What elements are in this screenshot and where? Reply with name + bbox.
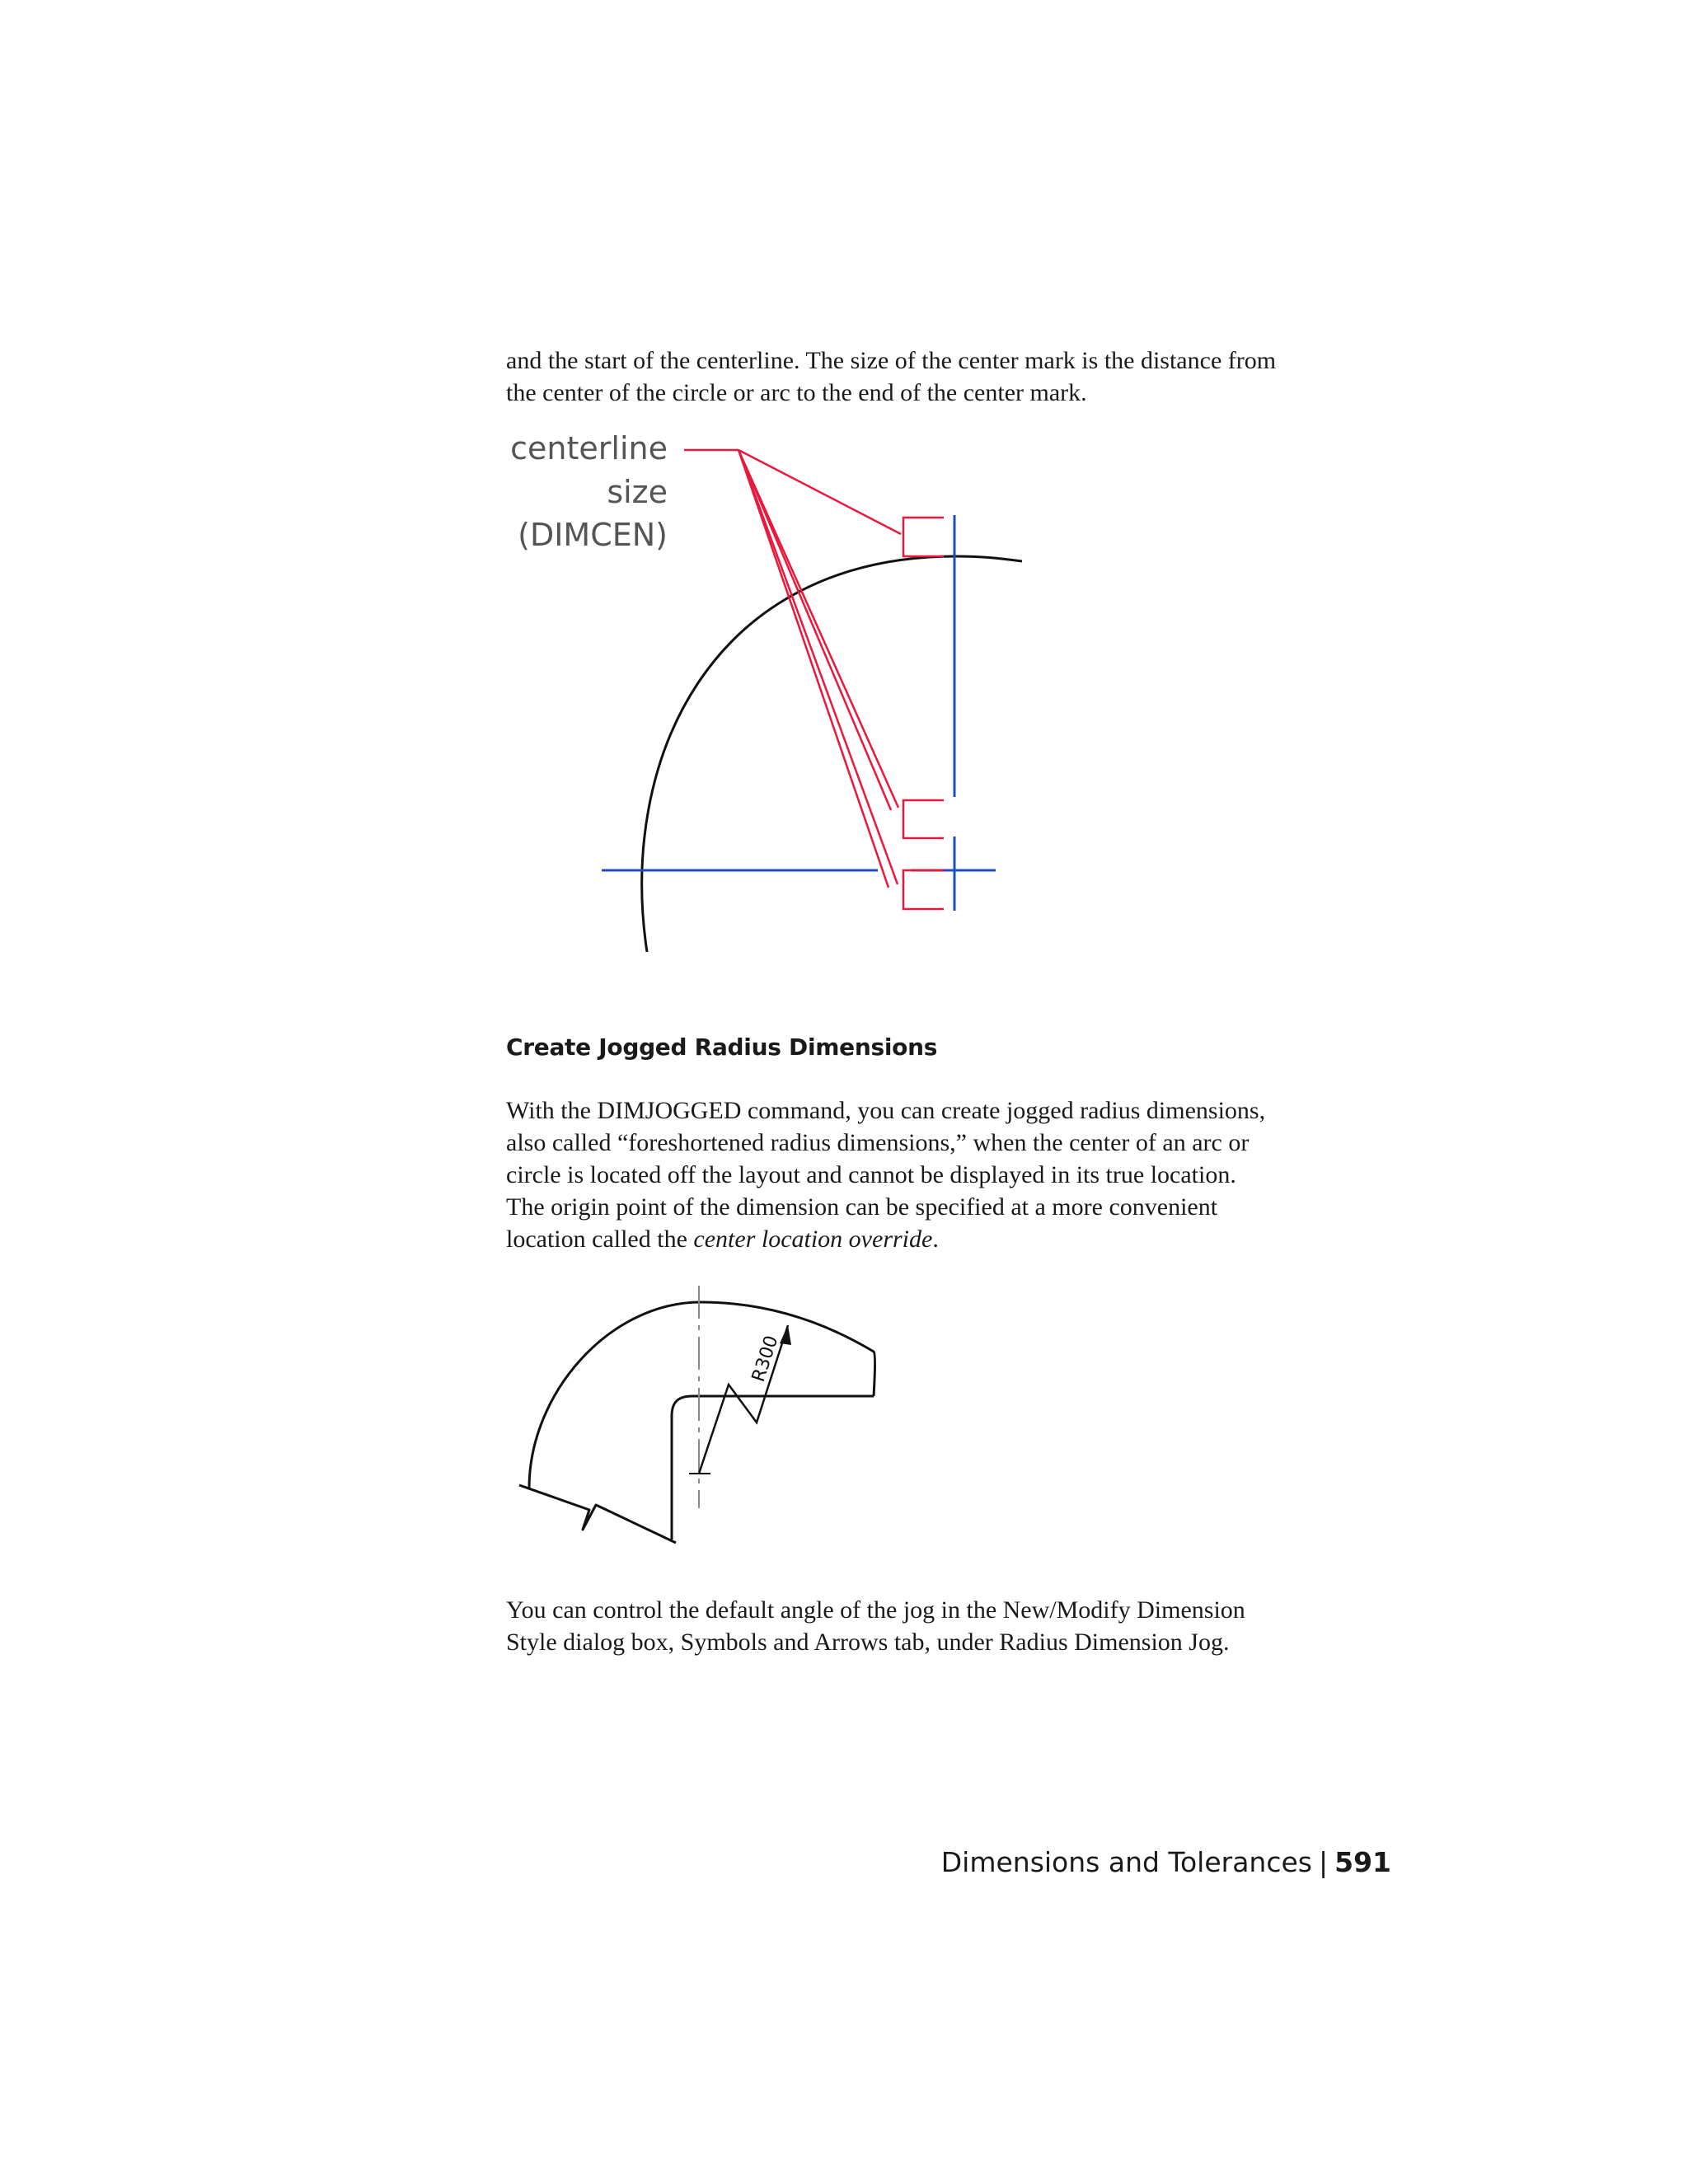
body-line-5-prefix: location called the: [506, 1226, 694, 1253]
break-line: [519, 1485, 676, 1543]
body-line-5-suffix: .: [932, 1226, 939, 1253]
figure-label-dimcen: (DIMCEN): [518, 517, 668, 553]
closing-line-1: You can control the default angle of the jog in the New/Modify Dimension: [506, 1596, 1245, 1624]
figure-label-centerline: centerline: [510, 430, 668, 466]
body-line-5: [506, 1223, 1404, 1255]
intro-line-1: and the start of the centerline. The size of the center mark is the distance from: [506, 347, 1277, 374]
center-location-override-term: center location override: [693, 1226, 933, 1253]
page-footer: [941, 1846, 1391, 1878]
radius-dimension-text: R300: [748, 1333, 783, 1385]
figure-label-size: size: [607, 474, 668, 510]
bracket-size: [903, 800, 944, 838]
bracket-centerline: [903, 518, 944, 556]
closing-paragraph: [506, 1594, 1404, 1658]
body-line-4: The origin point of the dimension can be specified at a more convenient: [506, 1193, 1218, 1221]
body-line-3: circle is located off the layout and cannot be displayed in its true location.: [506, 1161, 1236, 1188]
closing-line-2: Style dialog box, Symbols and Arrows tab, under Radius Dimension Jog.: [506, 1629, 1230, 1656]
body-line-1: With the DIMJOGGED command, you can create jogged radius dimensions,: [506, 1097, 1266, 1124]
inner-corner: [672, 1396, 692, 1540]
jogged-radius-figure: [495, 1286, 890, 1566]
footer-separator: |: [1318, 1846, 1329, 1878]
intro-paragraph: [506, 344, 1404, 409]
footer-section-title: Dimensions and Tolerances: [940, 1846, 1312, 1878]
circle-arc: [642, 556, 1022, 952]
page-number: 591: [1334, 1846, 1391, 1878]
jogged-radius-paragraph: [506, 1094, 1404, 1255]
intro-line-2: the center of the circle or arc to the end of the center mark.: [506, 379, 1087, 406]
section-heading: Create Jogged Radius Dimensions: [506, 1033, 938, 1061]
leader-lines: [684, 450, 944, 909]
bracket-mark: [903, 870, 944, 909]
body-line-2: also called “foreshortened radius dimensions,” when the center of an arc or: [506, 1129, 1250, 1156]
center-mark-figure: [495, 416, 1039, 960]
